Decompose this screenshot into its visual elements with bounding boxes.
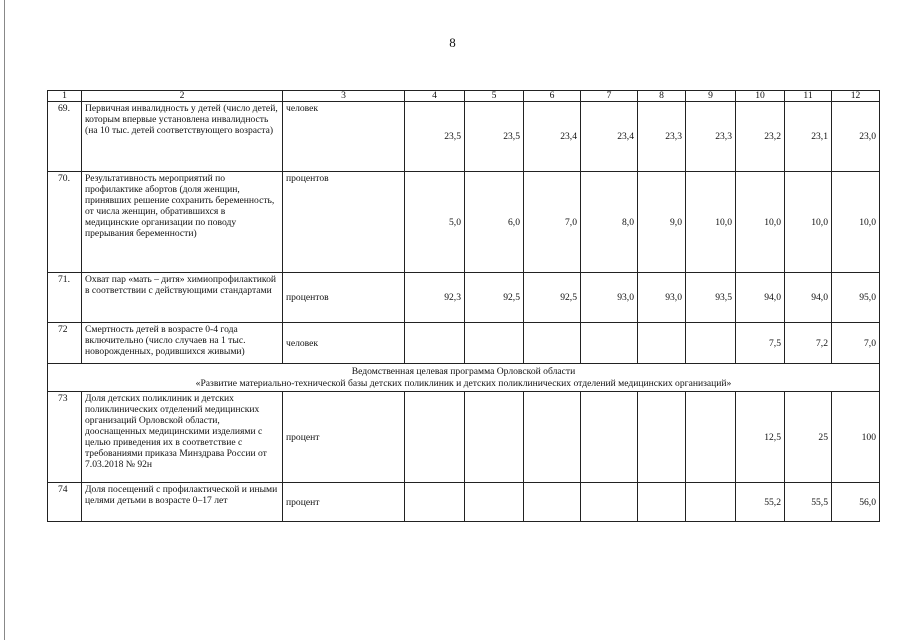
indicator-name: Результативность мероприятий по профилактике абортов (доля женщин, принявших решение сохранить беременность, от числа женщин, обратившихся в медицинские организации по поводу прерывания беременности) — [82, 172, 283, 273]
value-cell — [524, 392, 581, 483]
value-cell: 94,0 — [736, 273, 785, 323]
indicators-table — [47, 90, 880, 522]
table-header-row — [48, 91, 880, 102]
value-cell — [638, 323, 686, 364]
value-cell — [686, 323, 736, 364]
value-cell — [638, 392, 686, 483]
section-title-line1: Ведомственная целевая программа Орловской области — [351, 365, 576, 377]
row-number: 72 — [48, 323, 82, 364]
header-cell: 1 — [48, 91, 82, 102]
value-cell: 23,5 — [465, 102, 524, 172]
value-cell: 23,5 — [405, 102, 465, 172]
value-cell: 56,0 — [832, 483, 880, 522]
row-number: 73 — [48, 392, 82, 483]
unit-cell: человек — [283, 323, 405, 364]
value-cell: 94,0 — [785, 273, 832, 323]
value-cell: 9,0 — [638, 172, 686, 273]
value-cell — [686, 392, 736, 483]
value-cell: 10,0 — [736, 172, 785, 273]
value-cell: 23,4 — [581, 102, 638, 172]
value-cell: 23,3 — [638, 102, 686, 172]
value-cell: 55,5 — [785, 483, 832, 522]
value-cell — [638, 483, 686, 522]
header-cell: 7 — [581, 91, 638, 102]
header-cell: 12 — [832, 91, 880, 102]
value-cell: 23,0 — [832, 102, 880, 172]
header-cell: 11 — [785, 91, 832, 102]
value-cell — [465, 323, 524, 364]
value-cell: 10,0 — [686, 172, 736, 273]
header-cell: 5 — [465, 91, 524, 102]
header-cell: 3 — [283, 91, 405, 102]
indicator-name: Первичная инвалидность у детей (число детей, которым впервые установлена инвалидность (на 10 тыс. детей соответствующего возраста) — [82, 102, 283, 172]
header-cell: 6 — [524, 91, 581, 102]
value-cell: 23,1 — [785, 102, 832, 172]
value-cell: 95,0 — [832, 273, 880, 323]
table-row — [48, 172, 880, 273]
value-cell — [581, 483, 638, 522]
header-cell: 10 — [736, 91, 785, 102]
value-cell: 93,0 — [581, 273, 638, 323]
value-cell: 6,0 — [465, 172, 524, 273]
value-cell: 92,3 — [405, 273, 465, 323]
value-cell — [686, 483, 736, 522]
value-cell — [524, 483, 581, 522]
row-number: 70. — [48, 172, 82, 273]
section-header-row — [48, 364, 880, 392]
unit-cell: процентов — [283, 172, 405, 273]
section-header — [48, 364, 880, 392]
page-left-edge — [4, 0, 5, 640]
page-number: 8 — [449, 35, 456, 50]
indicator-name: Доля посещений с профилактической и иными целями детьми в возрасте 0–17 лет — [82, 483, 283, 522]
value-cell — [581, 392, 638, 483]
unit-cell: процент — [283, 392, 405, 483]
table-row — [48, 392, 880, 483]
value-cell: 10,0 — [785, 172, 832, 273]
unit-cell: процент — [283, 483, 405, 522]
value-cell: 12,5 — [736, 392, 785, 483]
value-cell: 5,0 — [405, 172, 465, 273]
value-cell — [524, 323, 581, 364]
table-row — [48, 273, 880, 323]
value-cell: 93,5 — [686, 273, 736, 323]
table-row — [48, 483, 880, 522]
value-cell: 7,5 — [736, 323, 785, 364]
table-row — [48, 102, 880, 172]
value-cell — [465, 392, 524, 483]
indicator-name: Доля детских поликлиник и детских поликлинических отделений медицинских организаций Орловской области, дооснащенных медицинскими изделиями с целью приведения их в соответствие с требованиями приказа Минздрава России от 7.03.2018 № 92н — [82, 392, 283, 483]
value-cell: 100 — [832, 392, 880, 483]
row-number: 69. — [48, 102, 82, 172]
unit-cell: процентов — [283, 273, 405, 323]
value-cell — [581, 323, 638, 364]
value-cell: 25 — [785, 392, 832, 483]
table-row — [48, 323, 880, 364]
value-cell: 7,0 — [524, 172, 581, 273]
header-cell: 8 — [638, 91, 686, 102]
value-cell: 23,3 — [686, 102, 736, 172]
section-title-line2: «Развитие материально-технической базы детских поликлиник и детских поликлинических отделений медицинских организаций» — [195, 377, 732, 389]
unit-cell: человек — [283, 102, 405, 172]
value-cell: 10,0 — [832, 172, 880, 273]
value-cell — [405, 323, 465, 364]
row-number: 71. — [48, 273, 82, 323]
value-cell: 7,0 — [832, 323, 880, 364]
header-cell: 9 — [686, 91, 736, 102]
header-cell: 2 — [82, 91, 283, 102]
value-cell: 92,5 — [524, 273, 581, 323]
indicator-name: Охват пар «мать – дитя» химиопрофилактикой в соответствии с действующими стандартами — [82, 273, 283, 323]
value-cell: 23,2 — [736, 102, 785, 172]
indicator-name: Смертность детей в возрасте 0-4 года включительно (число случаев на 1 тыс. новорожденных, родившихся живыми) — [82, 323, 283, 364]
header-cell: 4 — [405, 91, 465, 102]
value-cell: 23,4 — [524, 102, 581, 172]
value-cell: 92,5 — [465, 273, 524, 323]
value-cell: 7,2 — [785, 323, 832, 364]
value-cell — [405, 392, 465, 483]
value-cell: 8,0 — [581, 172, 638, 273]
value-cell — [465, 483, 524, 522]
value-cell: 55,2 — [736, 483, 785, 522]
value-cell: 93,0 — [638, 273, 686, 323]
value-cell — [405, 483, 465, 522]
row-number: 74 — [48, 483, 82, 522]
